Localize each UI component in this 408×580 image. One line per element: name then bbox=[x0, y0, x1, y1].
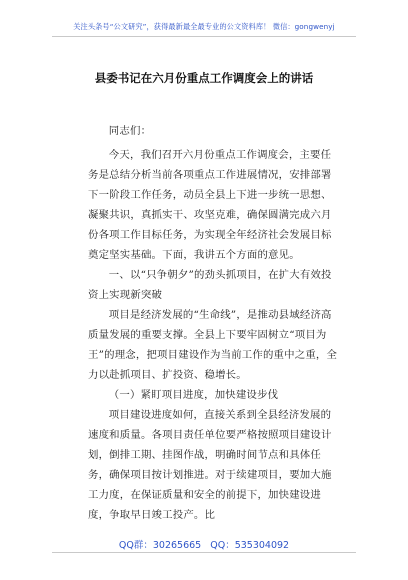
paragraph-intro: 今天，我们召开六月份重点工作调度会，主要任务是总结分析当前各项重点工作进展情况，安排部署下一阶段工作任务，动员全县上下进一步统一思想、凝聚共识，真抓实干、攻坚克难，确保圆满完成六月份各项工作目标任务，为实现全年经济社会发展目标奠定坚实基础。下面，我讲五个方面的意见。 bbox=[88, 149, 332, 261]
subsection-heading-1: （一）紧盯项目进度，加快建设步伐 bbox=[108, 389, 279, 401]
header-promo-text: 关注头条号“公文研究”，获得最新最全最专业的公文资料库！ 微信：gongwenyj bbox=[73, 22, 335, 31]
header-divider bbox=[52, 36, 356, 37]
document-title: 县委书记在六月份重点工作调度会上的讲话 bbox=[94, 71, 314, 85]
document-body bbox=[88, 121, 338, 525]
section-heading-1: 一、以“只争朝夕”的劲头抓项目，在扩大有效投资上实现新突破 bbox=[88, 269, 332, 301]
paragraph-projects: 项目是经济发展的“生命线”，是推动县域经济高质量发展的重要支撑。全县上下要牢固树立“项目为王”的理念，把项目建设作为当前工作的重中之重，全力以赴抓项目、扩投资、稳增长。 bbox=[88, 309, 338, 381]
paragraph-progress: 项目建设进度如何，直接关系到全县经济发展的速度和质量。各项目责任单位要严格按照项目建设计划，倒排工期、挂图作战，明确时间节点和具体任务，确保项目按计划推进。对于续建项目，要加大施工力度，在保证质量和安全的前提下，加快建设进度，争取早日竣工投产。比 bbox=[88, 409, 332, 521]
salutation: 同志们： bbox=[108, 125, 152, 137]
footer-divider bbox=[52, 552, 356, 553]
footer-contact-text: QQ群：30265665 QQ：535304092 bbox=[118, 540, 290, 551]
